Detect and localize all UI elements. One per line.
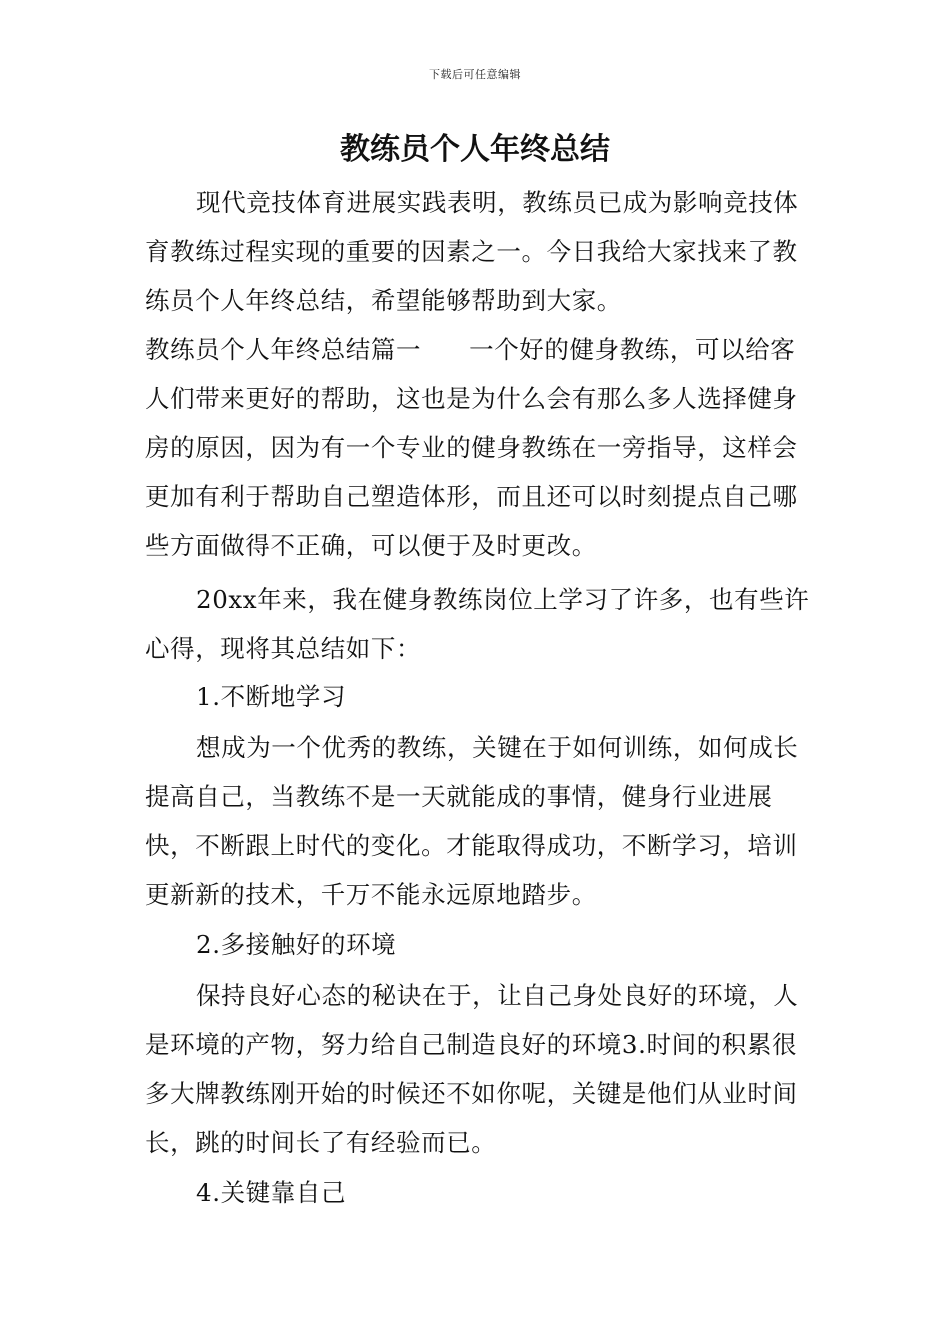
section1-paragraph (145, 325, 811, 570)
summary-intro-paragraph: 20xx年来，我在健身教练岗位上学习了许多，也有些许心得，现将其总结如下： (145, 585, 810, 663)
document-title: 教练员个人年终总结 (340, 132, 610, 167)
section1-heading: 教练员个人年终总结篇一 (145, 335, 422, 364)
section1-text: 一个好的健身教练，可以给客人们带来更好的帮助，这也是为什么会有那么多人选择健身房的原因，因为有一个专业的健身教练在一旁指导，这样会更加有利于帮助自己塑造体形，而且还可以时刻提点自己哪些方面做得不正确，可以便于及时更改。 (145, 335, 798, 560)
item2-heading: 2.多接触好的环境 (196, 930, 397, 959)
item1-paragraph: 想成为一个优秀的教练，关键在于如何训练，如何成长提高自己，当教练不是一天就能成的事情，健身行业进展快，不断跟上时代的变化。才能取得成功，不断学习，培训更新新的技术，千万不能永远原地踏步。 (145, 733, 799, 909)
item1-heading: 1.不断地学习 (196, 682, 347, 711)
intro-paragraph: 现代竞技体育进展实践表明，教练员已成为影响竞技体育教练过程实现的重要的因素之一。今日我给大家找来了教练员个人年终总结，希望能够帮助到大家。 (145, 188, 799, 315)
item4-heading: 4.关键靠自己 (196, 1178, 347, 1207)
header-note: 下载后可任意编辑 (429, 68, 521, 81)
item2-paragraph: 保持良好心态的秘诀在于，让自己身处良好的环境，人是环境的产物，努力给自己制造良好的环境3.时间的积累很多大牌教练刚开始的时候还不如你呢，关键是他们从业时间长，跳的时间长了有经验而已。 (145, 981, 799, 1157)
